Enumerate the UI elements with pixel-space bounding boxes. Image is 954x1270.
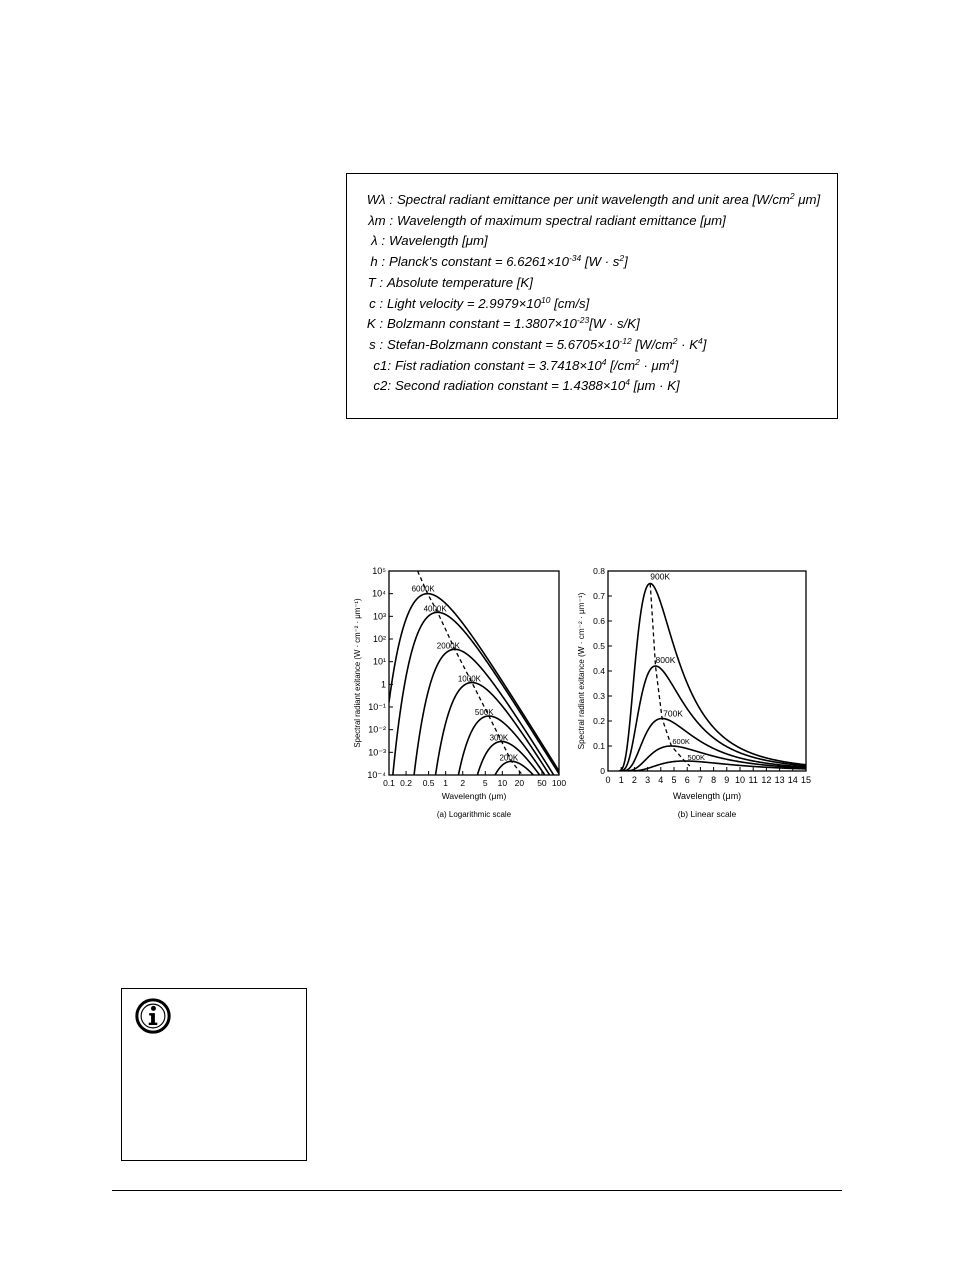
definition-text: Planck's constant = $6.6261\times 10^{-34}$ $[W \cdot s^2]$ [389,253,628,270]
chart-b-xlabel: Wavelength (μm) [672,791,742,801]
chart-b-x-tick-label: 6 [684,775,690,785]
chart-a-x-tick-label: 1 [443,778,449,788]
definition-text: Absolute temperature [K] [387,274,533,290]
chart-b-y-tick-label: 0.8 [593,566,605,576]
definitions-box [346,173,838,419]
chart-b-x-tick-label: 4 [658,775,664,785]
chart-a-series-label: 2000K [436,641,460,651]
chart-b-y-tick-label: 0.3 [593,691,605,701]
chart-a-series-label: 4000K [423,604,447,614]
chart-b-x-tick-label: 12 [761,775,772,785]
chart-a-x-tick-label: 0.5 [422,778,435,788]
definition-row [347,356,678,376]
chart-b-y-tick-label: 0.1 [593,741,605,751]
definition-text: Wavelength of maximum spectral radiant emittance [μm] [397,212,726,228]
definition-symbol: h : [370,254,385,270]
chart-b-y-tick-label: 0.4 [593,666,605,676]
chart-a-caption: (a) Logarithmic scale [436,810,512,819]
chart-b-x-tick-label: 15 [800,775,812,785]
chart-b-x-tick-label: 7 [697,775,703,785]
info-callout [121,988,307,1161]
chart-a-series-label: 300K [489,733,509,743]
chart-a-y-tick-label: 10⁻¹ [368,702,386,712]
chart-b-ylabel: Spectral radiant exitance (W · cm⁻² · μm⁻¹) [577,592,586,750]
definition-text: Bolzmann constant = $1.3807\times 10^{-23}[W \cdot s/K]$ [387,315,640,332]
definition-text: Wavelength [μm] [389,233,488,249]
chart-b-x-tick-label: 13 [774,775,785,785]
chart-a-x-tick-label: 0.1 [383,778,395,788]
chart-a-x-tick-label: 20 [514,778,525,788]
chart-b-series-label: 600K [672,737,690,746]
definition-text: Spectral radiant emittance per unit wavelength and unit area [$W/cm^2$ μm] [397,191,821,207]
chart-b-frame [608,571,806,771]
definition-row [347,211,726,231]
chart-b-series-label: 800K [655,655,676,665]
chart-b-series-line [621,666,806,771]
chart-b-series-label: 700K [663,708,683,719]
chart-a-x-tick-label: 0.2 [400,778,412,788]
definition-row [347,252,628,272]
definition-row [347,231,488,251]
definition-symbol: c1: [373,357,391,373]
chart-a-series-line [457,716,549,782]
chart-a-y-tick-label: 10² [372,634,386,644]
chart-b-x-tick-label: 10 [734,775,746,785]
chart-b-x-tick-label: 1 [618,775,624,785]
chart-b-x-tick-label: 9 [724,775,730,785]
definition-text: Second radiation constant = $1.4388\times 10^4$ [μm · K] [395,377,680,394]
chart-a-y-tick-label: 1 [380,679,386,690]
chart-b-series-label: 900K [650,571,671,582]
definition-text: Fist radiation constant = $3.7418\times 10^4$ $[/cm^2 \cdot \mu m^4]$ [395,356,679,373]
chart-a-x-tick-label: 100 [551,778,567,788]
chart-a-y-tick-label: 10³ [372,611,386,622]
chart-b-x-tick-label: 5 [671,775,677,785]
definition-symbol: s : [369,336,383,352]
chart-b-y-tick-label: 0.6 [593,616,605,626]
definition-row [347,314,640,334]
chart-a-x-tick-label: 10 [497,778,508,788]
chart-a-y-tick-label: 10⁻⁴ [367,770,386,780]
chart-a-y-tick-label: 10⁴ [372,588,386,599]
chart-b-x-tick-label: 8 [711,775,717,785]
definition-symbol: K : [366,316,383,332]
chart-b-y-tick-label: 0.7 [593,591,605,601]
chart-a-y-tick-label: 10¹ [372,656,386,667]
chart-a-series-line [435,683,554,782]
definition-symbol: c2: [373,378,391,394]
chart-a-y-tick-label: 10⁵ [372,566,386,576]
chart-b-y-tick-label: 0.5 [593,641,605,651]
definition-symbol: c : [369,295,383,311]
definition-symbol: Wλ : [366,192,393,207]
definition-row [347,294,589,314]
definition-row [347,273,533,293]
definition-row [347,376,680,396]
chart-a-ylabel: Spectral radiant exitance (W · cm⁻² · μm⁻¹) [353,598,362,748]
chart-a-x-tick-label: 2 [460,778,466,788]
chart-a-wien-line [418,571,522,774]
chart-b-x-tick-label: 2 [631,775,637,785]
blackbody-charts [340,560,820,830]
info-icon [134,997,172,1035]
chart-b-y-tick-label: 0 [600,766,605,776]
definition-symbol: λm : [368,212,393,228]
definition-row [347,190,820,210]
chart-b-x-tick-label: 14 [787,775,798,785]
definition-symbol: λ : [371,233,385,249]
chart-a-series-label: 200K [499,753,519,763]
chart-a-series-label: 1000K [457,674,482,684]
chart-a-y-tick-label: 10⁻³ [368,747,386,758]
definition-text: Stefan-Bolzmann constant = $5.6705\times 10^{-12}$ $[W/cm^2 \cdot K^4]$ [387,335,707,352]
chart-b-x-tick-label: 11 [748,775,758,785]
footer-rule [112,1190,842,1191]
chart-b-x-tick-label: 3 [645,775,651,785]
chart-b-y-tick-label: 0.2 [593,716,605,726]
chart-b-caption: (b) Linear scale [677,809,737,819]
chart-a-x-tick-label: 50 [537,778,547,788]
chart-b-x-tick-label: 0 [605,775,611,785]
chart-a-series-label: 6000K [411,584,435,594]
definition-row [347,335,706,355]
chart-a-x-tick-label: 5 [482,778,488,788]
chart-a-series-label: 500K [474,708,494,718]
chart-b-series-label: 500K [687,753,706,762]
chart-a-y-tick-label: 10⁻² [368,724,386,735]
definition-symbol: T : [367,274,383,290]
definition-text: Light velocity = $2.9979\times 10^{10}$ [cm/s] [387,294,590,311]
chart-a-xlabel: Wavelength (μm) [441,791,507,801]
